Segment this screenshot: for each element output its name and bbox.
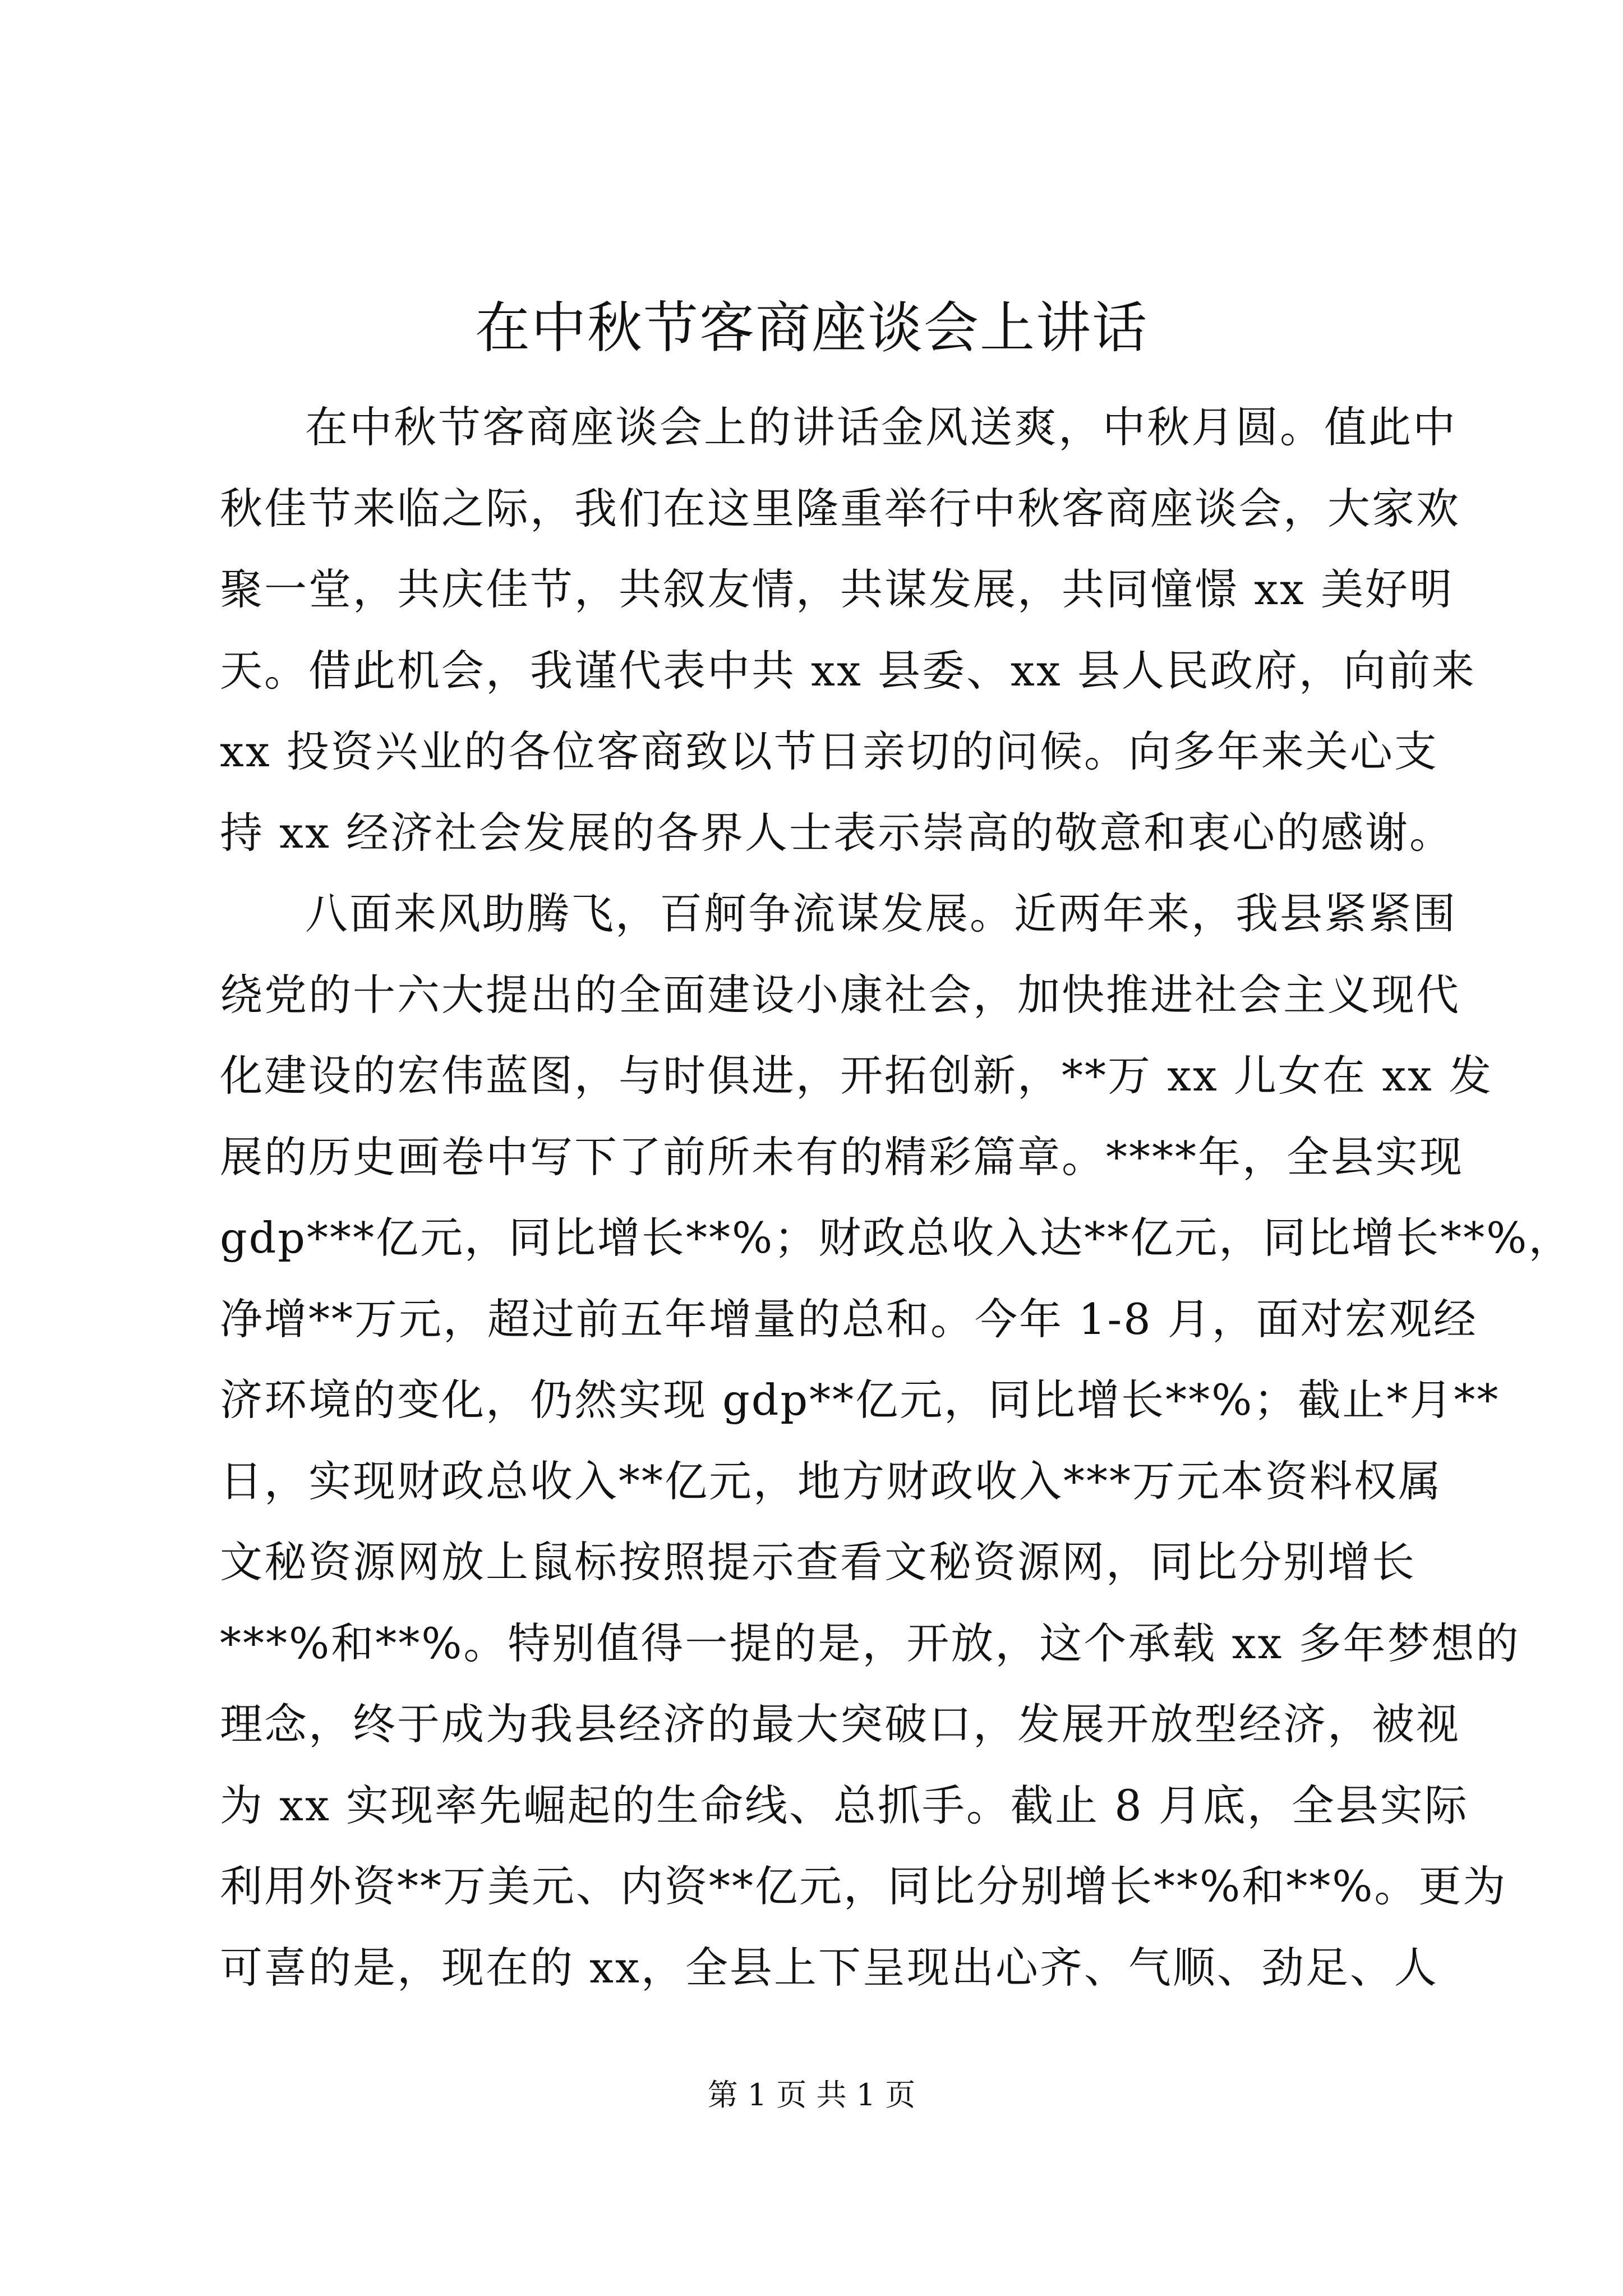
paragraph-2 bbox=[220, 873, 1573, 2008]
text-line: 为 xx 实现率先崛起的生命线、总抓手。截止 8 月底，全县实际 bbox=[220, 1780, 1469, 1830]
text-line: 日，实现财政总收入**亿元，地方财政收入***万元本资料权属 bbox=[220, 1456, 1442, 1506]
text-line: 持 xx 经济社会发展的各界人士表示崇高的敬意和衷心的感谢。 bbox=[220, 807, 1454, 858]
page-footer: 第 1 页 共 1 页 bbox=[707, 2077, 916, 2113]
document-body bbox=[220, 387, 1573, 2008]
document-title: 在中秋节客商座谈会上讲话 bbox=[474, 296, 1148, 360]
text-line: gdp***亿元，同比增长**%；财政总收入达**亿元，同比增长**%， bbox=[220, 1213, 1573, 1263]
text-line: 展的历史画卷中写下了前所未有的精彩篇章。****年，全县实现 bbox=[220, 1131, 1464, 1182]
text-line: 秋佳节来临之际，我们在这里隆重举行中秋客商座谈会，大家欢 bbox=[220, 483, 1460, 533]
text-line: 化建设的宏伟蓝图，与时俱进，开拓创新，**万 xx 儿女在 xx 发 bbox=[220, 1051, 1493, 1101]
paragraph-1 bbox=[220, 387, 1476, 873]
text-line: 文秘资源网放上鼠标按照提示查看文秘资源网，同比分别增长 bbox=[220, 1537, 1416, 1587]
text-line: 济环境的变化，仍然实现 gdp**亿元，同比增长**%；截止*月** bbox=[220, 1375, 1500, 1425]
text-line: 可喜的是，现在的 xx，全县上下呈现出心齐、气顺、劲足、人 bbox=[220, 1942, 1438, 1993]
text-line: 绕党的十六大提出的全面建设小康社会，加快推进社会主义现代 bbox=[220, 969, 1460, 1020]
text-line: ***%和**%。特别值得一提的是，开放，这个承载 xx 多年梦想的 bbox=[220, 1618, 1520, 1668]
text-line: 在中秋节客商座谈会上的讲话金风送爽，中秋月圆。值此中 bbox=[305, 402, 1457, 452]
text-line: 理念，终于成为我县经济的最大突破口，发展开放型经济，被视 bbox=[220, 1699, 1460, 1749]
text-line: xx 投资兴业的各位客商致以节日亲切的问候。向多年来关心支 bbox=[220, 726, 1438, 776]
text-line: 天。借此机会，我谨代表中共 xx 县委、xx 县人民政府，向前来 bbox=[220, 645, 1476, 696]
text-line: 聚一堂，共庆佳节，共叙友情，共谋发展，共同憧憬 xx 美好明 bbox=[220, 564, 1454, 614]
text-line: 八面来风助腾飞，百舸争流谋发展。近两年来，我县紧紧围 bbox=[305, 889, 1457, 938]
text-line: 净增**万元，超过前五年增量的总和。今年 1-8 月，面对宏观经 bbox=[220, 1294, 1478, 1344]
text-line: 利用外资**万美元、内资**亿元，同比分别增长**%和**%。更为 bbox=[220, 1861, 1507, 1911]
